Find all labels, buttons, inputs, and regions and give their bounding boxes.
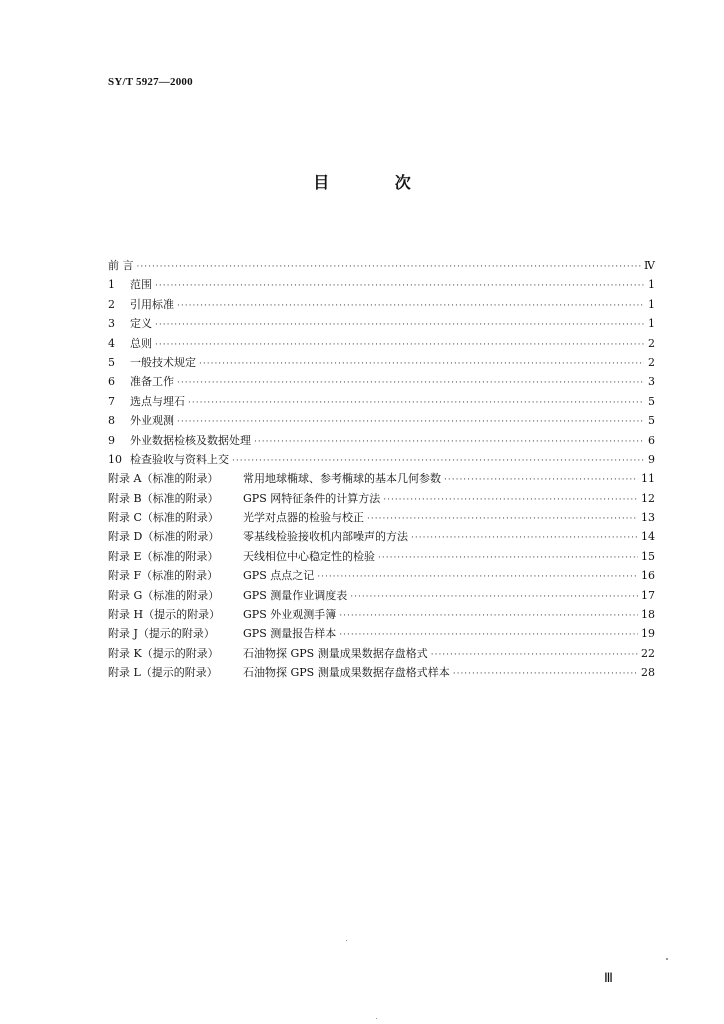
toc-entry-page: 16 (641, 569, 655, 583)
toc-leader-dots (431, 650, 638, 660)
toc-entry (108, 606, 655, 625)
toc-entry (108, 335, 655, 354)
toc-entry-appendix-prefix: 附录 D（标准的附录） (108, 530, 220, 544)
toc-leader-dots (411, 533, 638, 543)
toc-entry-label: GPS 测量报告样本 (243, 627, 337, 641)
toc-entry-appendix-prefix: 附录 H（提示的附录） (108, 608, 221, 622)
toc-entry (108, 412, 655, 431)
toc-entry-appendix-prefix: 附录 F（标准的附录） (108, 569, 219, 583)
toc-entry-label: 天线相位中心稳定性的检验 (243, 549, 375, 563)
toc-entry-label: GPS 网特征条件的计算方法 (243, 491, 381, 505)
toc-entry-number: 10 (108, 452, 122, 466)
toc-entry-page: 1 (648, 278, 655, 292)
toc-leader-dots (453, 669, 638, 679)
scan-speck (346, 940, 347, 941)
toc-entry-page: 5 (648, 414, 655, 428)
toc-leader-dots (350, 592, 638, 602)
toc-entry-page: 12 (641, 491, 655, 505)
toc-entry-label: 总则 (130, 336, 152, 350)
toc-entry-page: 18 (641, 608, 655, 622)
toc-entry-label: 一般技术规定 (130, 355, 196, 369)
toc-entry-label: 石油物探 GPS 测量成果数据存盘格式 (243, 646, 428, 660)
toc-entry-page: 1 (648, 297, 655, 311)
toc-entry-number: 5 (108, 355, 115, 369)
toc-entry-label: 零基线检验接收机内部噪声的方法 (243, 530, 408, 544)
toc-entry-page: 9 (648, 452, 655, 466)
toc-entry-number: 1 (108, 278, 115, 292)
toc-leader-dots (254, 437, 644, 447)
toc-leader-dots (199, 359, 644, 369)
toc-entry-label: 定义 (130, 317, 152, 331)
toc-entry (108, 373, 655, 392)
toc-entry (108, 315, 655, 334)
toc-leader-dots (155, 320, 644, 330)
toc-entry-label: 检查验收与资料上交 (130, 452, 229, 466)
toc-leader-dots (367, 514, 638, 524)
toc-entry-page: 28 (641, 666, 655, 680)
toc-entry-number: 6 (108, 375, 115, 389)
toc-entry (108, 432, 655, 451)
toc-leader-dots (155, 340, 644, 350)
toc-entry (108, 625, 655, 644)
toc-entry-page: Ⅳ (644, 259, 655, 272)
toc-leader-dots (339, 630, 638, 640)
toc-entry-number: 7 (108, 394, 115, 408)
toc-entry-number: 2 (108, 297, 115, 311)
toc-entry (108, 490, 655, 509)
toc-entry (108, 276, 655, 295)
table-of-contents (108, 257, 655, 684)
toc-entry-label: 引用标准 (130, 297, 174, 311)
toc-entry-appendix-prefix: 附录 G（标准的附录） (108, 588, 220, 602)
page-number: Ⅲ (604, 970, 613, 985)
toc-leader-dots (155, 281, 644, 291)
toc-entry (108, 567, 655, 586)
toc-leader-dots (383, 495, 638, 505)
toc-entry-page: 17 (641, 588, 655, 602)
document-code: SY/T 5927—2000 (108, 76, 193, 88)
toc-entry (108, 548, 655, 567)
toc-entry-label: GPS 外业观测手簿 (243, 608, 337, 622)
toc-entry-page: 22 (641, 646, 655, 660)
toc-leader-dots (444, 475, 638, 485)
toc-entry-page: 5 (648, 394, 655, 408)
toc-entry-page: 6 (648, 433, 655, 447)
toc-entry-appendix-prefix: 附录 E（标准的附录） (108, 549, 219, 563)
toc-entry-page: 2 (648, 336, 655, 350)
toc-leader-dots (378, 553, 638, 563)
toc-entry (108, 257, 655, 276)
toc-entry (108, 470, 655, 489)
toc-entry (108, 296, 655, 315)
toc-entry-page: 2 (648, 355, 655, 369)
toc-entry (108, 664, 655, 683)
toc-entry (108, 354, 655, 373)
page-title: 目 次 (313, 173, 441, 192)
toc-leader-dots (137, 262, 642, 272)
toc-leader-dots (232, 456, 644, 466)
toc-entry-label: 常用地球椭球、参考椭球的基本几何参数 (243, 472, 441, 486)
toc-entry-page: 13 (641, 511, 655, 525)
toc-leader-dots (177, 417, 644, 427)
toc-leader-dots (177, 378, 644, 388)
toc-entry-appendix-prefix: 附录 L（提示的附录） (108, 666, 218, 680)
toc-entry-page: 11 (641, 472, 655, 486)
toc-entry (108, 393, 655, 412)
toc-entry-label: GPS 点点之记 (243, 569, 315, 583)
scan-speck (376, 1018, 377, 1019)
toc-entry-number: 3 (108, 317, 115, 331)
toc-entry (108, 587, 655, 606)
toc-entry-appendix-prefix: 附录 A（标准的附录） (108, 472, 219, 486)
toc-entry-label: GPS 测量作业调度表 (243, 588, 348, 602)
toc-leader-dots (177, 301, 644, 311)
toc-entry-appendix-prefix: 附录 B（标准的附录） (108, 491, 219, 505)
scan-speck (666, 958, 668, 960)
toc-entry-label: 范围 (130, 278, 152, 292)
toc-entry-page: 3 (648, 375, 655, 389)
toc-entry-label: 光学对点器的检验与校正 (243, 511, 364, 525)
toc-entry-number: 4 (108, 336, 115, 350)
toc-entry (108, 528, 655, 547)
toc-entry-appendix-prefix: 附录 J（提示的附录） (108, 627, 215, 641)
toc-entry-page: 19 (641, 627, 655, 641)
toc-entry (108, 509, 655, 528)
toc-entry-label: 外业观测 (130, 414, 174, 428)
toc-entry-label: 外业数据检核及数据处理 (130, 433, 251, 447)
toc-leader-dots (317, 572, 638, 582)
toc-entry-number: 8 (108, 414, 115, 428)
toc-entry-appendix-prefix: 附录 K（提示的附录） (108, 646, 219, 660)
toc-entry-label: 前 言 (108, 259, 134, 272)
toc-leader-dots (188, 398, 644, 408)
toc-entry-label: 准备工作 (130, 375, 174, 389)
toc-entry (108, 645, 655, 664)
toc-entry-page: 1 (648, 317, 655, 331)
toc-entry-number: 9 (108, 433, 115, 447)
toc-entry-label: 选点与埋石 (130, 394, 185, 408)
toc-entry-page: 15 (641, 549, 655, 563)
toc-leader-dots (339, 611, 638, 621)
toc-entry (108, 451, 655, 470)
toc-entry-page: 14 (641, 530, 655, 544)
toc-entry-appendix-prefix: 附录 C（标准的附录） (108, 511, 219, 525)
toc-entry-label: 石油物探 GPS 测量成果数据存盘格式样本 (243, 666, 450, 680)
